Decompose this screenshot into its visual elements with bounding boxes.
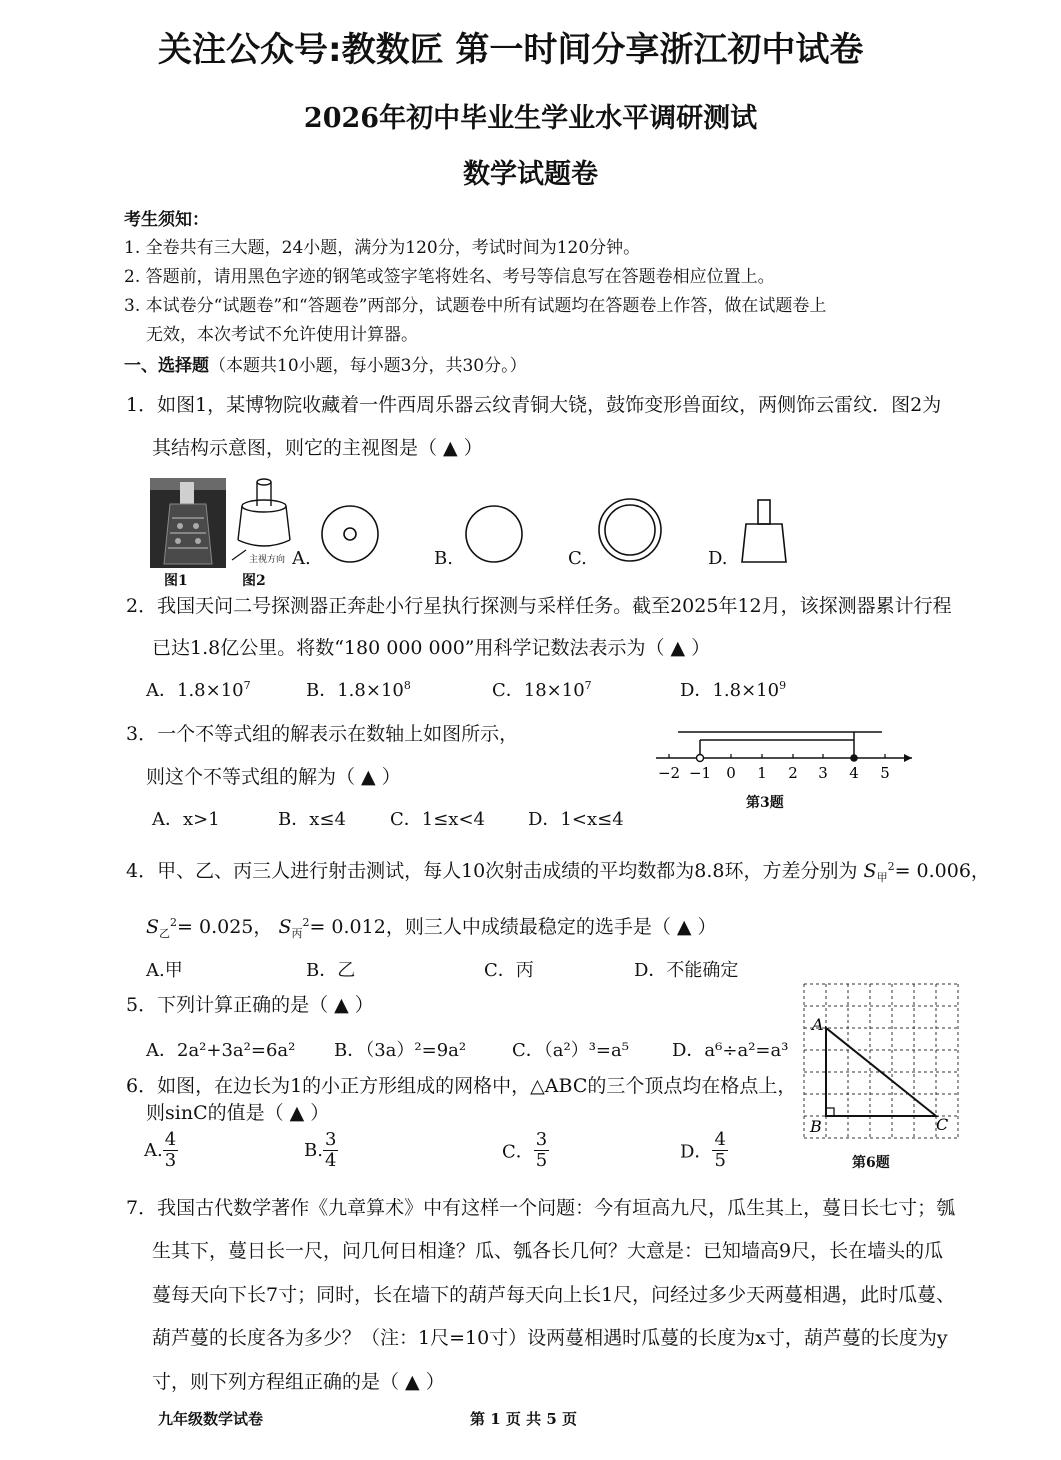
q2-option-c-base: 18×10 bbox=[523, 680, 585, 701]
q6-caption: 第6题 bbox=[852, 1155, 890, 1171]
footer-left: 九年级数学试卷 bbox=[158, 1410, 264, 1428]
q1-stem-line: 其结构示意图，则它的主视图是（ ▲ ） bbox=[152, 437, 483, 459]
q2-option-b bbox=[306, 676, 411, 702]
q4-sub-bing: 丙 bbox=[291, 927, 303, 940]
q6-option-d-label: D． bbox=[680, 1141, 713, 1163]
q4-sub-yi: 乙 bbox=[159, 927, 171, 940]
q3-option-d: D．1<x≤4 bbox=[528, 809, 624, 830]
q3-closed-point bbox=[850, 754, 858, 762]
q6-right-angle-mark bbox=[826, 1108, 834, 1116]
exam-subtitle: 数学试题卷 bbox=[463, 159, 598, 190]
q5-stem-line: 5．下列计算正确的是（ ▲ ） bbox=[126, 994, 374, 1016]
q1-view-direction-label: 主视方向 bbox=[249, 555, 286, 565]
section-heading bbox=[124, 351, 527, 376]
q2-option-d-label: D． bbox=[680, 680, 713, 701]
q3-tick-label: 0 bbox=[726, 764, 736, 782]
q6-option-b bbox=[304, 1130, 338, 1171]
q2-option-d-exp: 9 bbox=[779, 679, 787, 692]
q6-option-a-label: A. bbox=[144, 1140, 163, 1161]
section-label: 一、选择题 bbox=[124, 356, 209, 376]
q6-option-c-fraction bbox=[534, 1130, 549, 1171]
q4-stem-row1: 4．甲、乙、丙三人进行射击测试，每人10次射击成绩的平均数都为8.8环，方差分别为 $S_甲^2= 0.006$， bbox=[126, 860, 990, 884]
q1-option-d-figure bbox=[736, 496, 792, 566]
q5-option-c: C．（a²）³=a⁵ bbox=[512, 1040, 629, 1061]
q3-tick-label: −1 bbox=[688, 764, 712, 782]
q3-tick-label: 1 bbox=[757, 764, 767, 782]
q1-option-b-figure bbox=[462, 502, 526, 566]
q3-number-line bbox=[650, 724, 930, 788]
q2-option-b-label: B． bbox=[306, 680, 338, 701]
q2-option-a-label: A． bbox=[146, 680, 177, 701]
q2-option-c-label: C． bbox=[492, 680, 524, 701]
notice-item: 3. 本试卷分“试题卷”和“答题卷”两部分，试题卷中所有试题均在答题卷上作答，做在试题卷上 bbox=[124, 296, 827, 316]
q4-option-a: A.甲 bbox=[146, 960, 183, 981]
q6-option-d-fraction bbox=[712, 1130, 727, 1171]
q6-option-b-den: 4 bbox=[324, 1150, 337, 1171]
q6-option-a bbox=[144, 1130, 178, 1171]
section-desc: （本题共10小题，每小题3分，共30分。） bbox=[209, 356, 527, 376]
q6-option-b-fraction bbox=[323, 1130, 338, 1171]
q1-option-a-label: A. bbox=[292, 548, 311, 569]
q6-option-c-label: C． bbox=[502, 1141, 534, 1163]
q4-s-yi: = 0.025， bbox=[177, 916, 273, 938]
q5-option-a: A．2a²+3a²=6a² bbox=[146, 1040, 296, 1061]
q2-option-d bbox=[680, 676, 786, 702]
notice-item: 2. 答题前，请用黑色字迹的钢笔或签字笔将姓名、考号等信息写在答题卷相应位置上。 bbox=[124, 267, 775, 287]
q4-option-c: C．丙 bbox=[484, 960, 534, 981]
q6-option-c bbox=[502, 1130, 549, 1171]
q2-option-a-base: 1.8×10 bbox=[177, 680, 244, 701]
q6-option-d bbox=[680, 1130, 728, 1171]
q3-tick-label: 2 bbox=[788, 764, 798, 782]
q4-stem-line: 4．甲、乙、丙三人进行射击测试，每人10次射击成绩的平均数都为8.8环，方差分别为 bbox=[126, 860, 858, 882]
q3-axis-arrow bbox=[904, 754, 912, 762]
q1-option-a-figure bbox=[318, 502, 382, 566]
q1-stem-line: 1．如图1，某博物院收藏着一件西周乐器云纹青铜大铙，鼓饰变形兽面纹，两侧饰云雷纹．图2为 bbox=[126, 394, 942, 416]
q3-option-a: A．x>1 bbox=[152, 809, 220, 830]
q4-option-b: B．乙 bbox=[306, 960, 356, 981]
q6-option-a-fraction bbox=[163, 1130, 178, 1171]
exam-title: 2026年初中毕业生学业水平调研测试 bbox=[303, 103, 758, 134]
q3-open-point bbox=[697, 755, 704, 762]
q6-vertex-b-label: B bbox=[810, 1117, 822, 1136]
q6-vertex-c-label: C bbox=[936, 1115, 949, 1134]
q1-figure2-diagram bbox=[228, 472, 296, 564]
q2-stem-line: 2．我国天问二号探测器正奔赴小行星执行探测与采样任务。截至2025年12月，该探测器累计行程 bbox=[126, 595, 952, 617]
q5-option-d: D．a⁶÷a²=a³ bbox=[672, 1040, 789, 1061]
q3-option-c: C．1≤x<4 bbox=[390, 809, 485, 830]
q4-s-bing: = 0.012，则三人中成绩最稳定的选手是（ ▲ ） bbox=[309, 916, 717, 938]
q6-option-a-num: 4 bbox=[164, 1129, 177, 1150]
q3-tick-label: 4 bbox=[849, 764, 859, 782]
q3-tick-label: −2 bbox=[657, 764, 681, 782]
q7-stem-line: 寸，则下列方程组正确的是（ ▲ ） bbox=[152, 1371, 445, 1393]
promo-banner: 关注公众号:教数匠 第一时间分享浙江初中试卷 bbox=[158, 30, 864, 70]
q3-caption: 第3题 bbox=[746, 795, 784, 811]
q6-stem-line: 6．如图，在边长为1的小正方形组成的网格中，△ABC的三个顶点均在格点上， bbox=[126, 1075, 797, 1097]
notice-heading: 考生须知： bbox=[124, 210, 209, 230]
q1-option-d-label: D. bbox=[708, 548, 728, 569]
q7-stem-line: 蔓每天向下长7寸；同时，长在墙下的葫芦每天向上长1尺，问经过多少天两蔓相遇，此时瓜蔓、 bbox=[152, 1284, 956, 1306]
q4-stem-row2: $S_乙^2= 0.025$， $S_丙^2= 0.012$，则三人中成绩最稳定的选手是（ ▲ ） bbox=[146, 916, 717, 940]
q4-option-d: D．不能确定 bbox=[634, 960, 739, 981]
notice-item: 1. 全卷共有三大题，24小题，满分为120分，考试时间为120分钟。 bbox=[124, 238, 641, 258]
q7-stem-line: 7．我国古代数学著作《九章算术》中有这样一个问题：今有垣高九尺，瓜生其上，蔓日长七寸；瓠 bbox=[126, 1197, 956, 1219]
q6-option-c-den: 5 bbox=[535, 1150, 548, 1171]
q1-option-b-label: B. bbox=[434, 548, 453, 569]
q3-stem-line: 则这个不等式组的解为（ ▲ ） bbox=[146, 766, 401, 788]
q3-stem-line: 3．一个不等式组的解表示在数轴上如图所示， bbox=[126, 723, 519, 745]
q1-figure1-caption: 图1 bbox=[164, 573, 188, 589]
q1-option-c-label: C. bbox=[568, 548, 587, 569]
q6-vertex-a-label: A bbox=[812, 1015, 824, 1034]
q1-figure1-photo bbox=[150, 478, 226, 568]
q2-option-b-base: 1.8×10 bbox=[337, 680, 404, 701]
q2-option-a-exp: 7 bbox=[243, 679, 251, 692]
q1-figure2-caption: 图2 bbox=[242, 573, 266, 589]
q3-tick-label: 3 bbox=[818, 764, 828, 782]
q2-stem-line: 已达1.8亿公里。将数“180 000 000”用科学记数法表示为（ ▲ ） bbox=[152, 637, 711, 659]
notice-item: 无效，本次考试不允许使用计算器。 bbox=[146, 325, 418, 345]
q7-stem-line: 生其下，蔓日长一尺，问几何日相逢？瓜、瓠各长几何？大意是：已知墙高9尺，长在墙头的瓜 bbox=[152, 1240, 944, 1262]
q6-option-d-num: 4 bbox=[714, 1129, 726, 1150]
q2-option-a bbox=[146, 676, 251, 702]
q2-option-c-exp: 7 bbox=[584, 679, 592, 692]
q4-sub-jia: 甲 bbox=[876, 871, 888, 884]
q6-option-d-den: 5 bbox=[714, 1150, 726, 1171]
q4-s-jia: = 0.006， bbox=[894, 860, 990, 882]
q2-option-d-base: 1.8×10 bbox=[712, 680, 780, 701]
q6-grid-figure bbox=[800, 980, 962, 1142]
q6-option-b-num: 3 bbox=[324, 1129, 337, 1150]
q6-option-a-den: 3 bbox=[164, 1150, 177, 1171]
footer-page: 第 1 页 共 5 页 bbox=[470, 1410, 577, 1428]
q6-option-c-num: 3 bbox=[535, 1129, 548, 1150]
q5-option-b: B．（3a）²=9a² bbox=[334, 1040, 467, 1061]
q3-option-b: B．x≤4 bbox=[278, 809, 346, 830]
q6-option-b-label: B. bbox=[304, 1140, 323, 1161]
q2-option-b-exp: 8 bbox=[403, 679, 411, 692]
q6-stem-line: 则sinC的值是（ ▲ ） bbox=[146, 1102, 330, 1124]
q2-option-c bbox=[492, 676, 592, 702]
q7-stem-line: 葫芦蔓的长度各为多少？（注：1尺=10寸）设两蔓相遇时瓜蔓的长度为x寸，葫芦蔓的长度为y bbox=[152, 1327, 948, 1349]
q3-tick-label: 5 bbox=[880, 764, 890, 782]
q1-option-c-figure bbox=[596, 496, 664, 564]
